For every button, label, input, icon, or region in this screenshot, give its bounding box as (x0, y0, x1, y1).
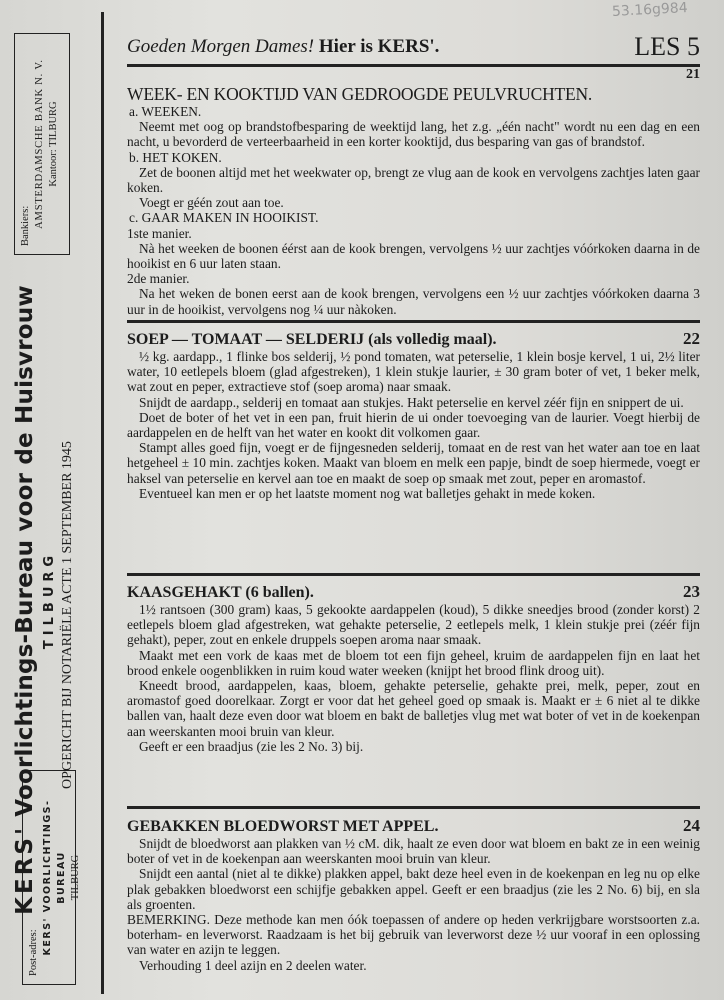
paragraph: Nà het weeken de boonen éérst aan de kook brengen, vervolgens ½ uur zachtjes vóórkoken daarna in de hooikist en 6 uur laten staan. (127, 240, 700, 272)
paragraph: Maakt met een vork de kaas met de bloem tot een fijn geheel, kruim de aardappelen fijn en laat het brood enkele oogenblikken in ruim koud water weeken (knijpt het brood flink droog uit). (127, 647, 700, 678)
paragraph: Na het weken de bonen eerst aan de kook brengen, vervolgens een ½ uur zachtjes vóórkoken daarna 3 uur in de hooikist, vervolgens nog ¼ uur nàkoken. (127, 286, 700, 317)
organization-title (12, 260, 38, 940)
recipe-section-24 (127, 816, 700, 973)
paragraph: Zet de boonen altijd met het weekwater op, brengt ze vlug aan de kook en vervolgens zachtjes laten gaar koken. (127, 164, 700, 196)
paragraph: Neemt met oog op brandstofbesparing de weektijd lang, het z.g. „één nacht" wordt nu een dag en een nacht, u bevorderd de verteerbaarheid in een korter kooktijd, dus besparing van gas of brandstof. (127, 119, 700, 150)
subheading: a. WEEKEN. (129, 104, 202, 119)
section-title: WEEK- EN KOOKTIJD VAN GEDROOGDE PEULVRUCHTEN. (127, 84, 593, 104)
section-heading (127, 329, 700, 349)
section-title: GEBAKKEN BLOEDWORST MET APPEL. (127, 818, 439, 835)
section-title-suffix: (als volledig maal). (368, 331, 497, 348)
organization-title-kers: KERS' (12, 824, 38, 915)
section-title: SOEP — TOMAAT — SELDERIJ (127, 331, 365, 348)
post-address-line1: KERS' VOORLICHTINGS-BUREAU (42, 799, 67, 956)
organization-city: TILBURG (42, 550, 57, 650)
paragraph: Kneedt brood, aardappelen, kaas, bloem, gehakte peterselie, gehakte prei, melk, peper, zout en aromastof goed doorelkaar. Zorgt er voor dat het geheel goed op smaak is. Maakt er ± 6 niet al te dikke ballen van, haalt deze even door wat bloem en bakt de balletjes vlug met wat boter of vet in de koekenpan aan weerskanten mooi bruin van kleur. (127, 678, 700, 739)
section-number: 22 (683, 329, 700, 348)
greeting-bold: Hier is KERS'. (318, 36, 440, 57)
recipe-section-23 (127, 582, 700, 754)
paragraph: ½ kg. aardapp., 1 flinke bos selderij, ½ pond tomaten, wat peterselie, 1 klein bosje kervel, 1 ui, 2½ liter water, 10 eetlepels bloem (glad afgestreken), 1 klein stukje laurier, ± 30 gram boter of vet, 1 beker melk, wat zout en peper, extractieve stof (soep aroma) naar smaak. (127, 349, 700, 395)
paragraph: Verhouding 1 deel azijn en 2 deelen water. (139, 957, 367, 973)
bankers-line2: Kantoor: TILBURG (48, 101, 59, 187)
vertical-divider (101, 12, 104, 994)
greeting (127, 36, 439, 58)
paragraph: Stampt alles goed fijn, voegt er de fijngesneden selderij, tomaat en de rest van het water aan toe en laat hetgeheel ± 10 min. zachtjes koken. Maakt van bloem en melk een papje, bindt de soep hiermede, voegt er haksel van peterselie en kervel aan toe en maakt de soep op smaak met zout, peper en aromastof. (127, 440, 700, 486)
paragraph: Geeft er een braadjus (zie les 2 No. 3) bij. (139, 738, 364, 754)
subheading: 1ste manier. (127, 225, 192, 241)
archive-stamp: 53.16g984 (611, 0, 689, 20)
section-heading (127, 816, 700, 836)
section-rule (127, 320, 700, 323)
letterhead-sidebar (0, 0, 100, 1000)
section-number: 24 (683, 816, 700, 835)
paragraph: Doet de boter of het vet in een pan, fruit hierin de ui onder toevoeging van de laurier. Voegt hierbij de aardappelen en de helft van het water en kookt dit volkomen gaar. (127, 409, 700, 441)
paragraph: Eventueel kan men er op het laatste moment nog wat balletjes gehakt in mede koken. (139, 485, 596, 501)
section-number: 21 (686, 67, 700, 82)
post-address-label: Post-adres: (28, 929, 39, 976)
paragraph: 1½ rantsoen (300 gram) kaas, 5 gekookte aardappelen (koud), 5 dikke sneedjes brood (zonder korst) 2 eetlepels bloem glad afgestreken, wat gehakte peterselie, 2 eetlepels melk, 1 klein stukje prei (zéér fijn gehakt), peper, zout en enkele druppels soepen aroma naar smaak. (127, 602, 700, 648)
section-rule (127, 806, 700, 809)
section-title: KAASGEHAKT (127, 584, 242, 601)
page-header (127, 32, 700, 62)
organization-title-rest: Voorlichtings-Bureau voor de Huisvrouw (12, 285, 38, 817)
header-rule (127, 64, 700, 67)
paragraph: BEMERKING. Deze methode kan men óók toepassen of andere op heden verkrijgbare worstsoorten z.a. boterham- en leverworst. Raadzaam is het bij gebruik van leverworst deze ½ uur vooraf in een oplossing van water en azijn te leggen. (127, 912, 700, 958)
subheading: c. GAAR MAKEN IN HOOIKIST. (129, 210, 319, 226)
bankers-box (14, 33, 70, 255)
post-address-line2: TILBURG (70, 854, 81, 901)
paragraph: Snijdt een aantal (niet al te dikke) plakken appel, bakt deze heel even in de koekenpan en leg nu op elke plak gebakken bloedworst een schijfje gebakken appel. Geeft er een braadjus (zie les 2 No. 6) bij, en sla als groenten. (127, 866, 700, 912)
recipe-section-22 (127, 329, 700, 501)
paragraph: Snijdt de bloedworst aan plakken van ½ cM. dik, haalt ze even door wat bloem en bakt ze in een weinig boter of vet in de koekenpan aan weerskanten mooi bruin van kleur. (127, 836, 700, 867)
founding-note: OPGERICHT BIJ NOTARIËLE ACTE 1 SEPTEMBER 1945 (60, 441, 75, 789)
bankers-line1: AMSTERDAMSCHE BANK N. V. (34, 59, 45, 229)
lesson-number: LES 5 (634, 32, 700, 61)
subheading: 2de manier. (127, 271, 190, 287)
bankers-label: Bankiers: (20, 205, 31, 246)
greeting-text: Goeden Morgen Dames! (127, 36, 315, 57)
subheading: b. HET KOKEN. (129, 149, 222, 165)
section-heading (127, 582, 700, 602)
section-title-suffix: (6 ballen). (245, 584, 314, 601)
section-number: 23 (683, 582, 700, 601)
section-rule (127, 573, 700, 576)
paragraph: Snijdt de aardapp., selderij en tomaat aan stukjes. Hakt peterselie en kervel zéér fijn en snippert de ui. (139, 394, 684, 410)
recipe-section-21 (127, 67, 700, 317)
paragraph: Voegt er géén zout aan toe. (139, 195, 284, 211)
